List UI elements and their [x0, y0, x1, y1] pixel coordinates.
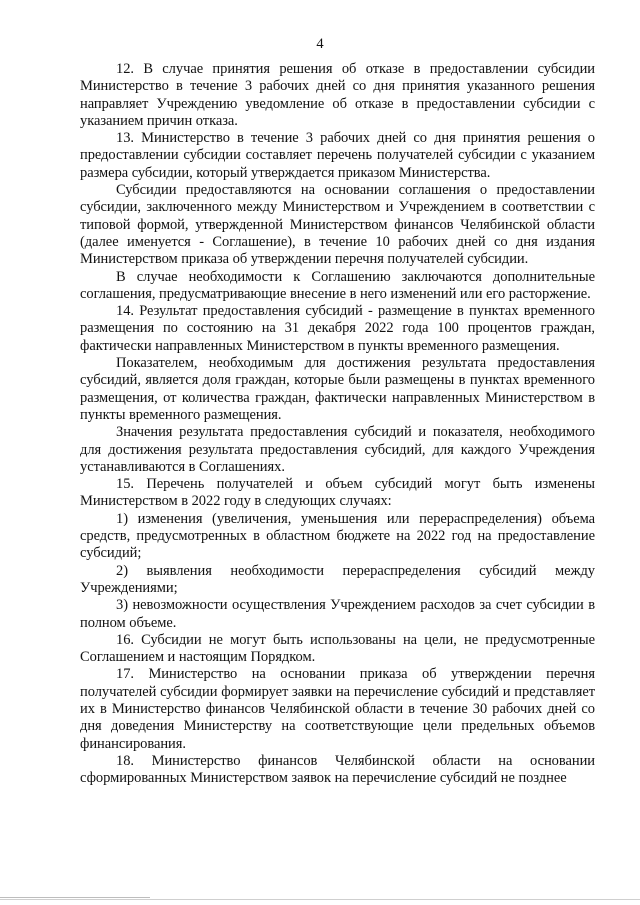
- page-number: 4: [316, 36, 324, 52]
- paragraph-18: 18. Министерство финансов Челябинской области на основании сформированных Министерством заявок на перечисление субсидий не позднее: [80, 752, 595, 787]
- paragraph-16: 16. Субсидии не могут быть использованы на цели, не предусмотренные Соглашением и настоящим Порядком.: [80, 631, 595, 666]
- paragraph-15-item-3: 3) невозможности осуществления Учреждением расходов за счет субсидии в полном объеме.: [80, 597, 595, 631]
- paragraph-indicator: Показателем, необходимым для достижения результата предоставления субсидий, является доля граждан, которые были размещены в пунктах временного размещения, от количества граждан, фактически направленных Министерством в пункты временного размещения.: [80, 355, 595, 423]
- paragraph-15-item-2: 2) выявления необходимости перераспределения субсидий между Учреждениями;: [80, 562, 595, 596]
- paragraph-14: 14. Результат предоставления субсидий - размещение в пунктах временного размещения по состоянию на 31 декабря 2022 года 100 процентов граждан, фактически направленных Министерством в пункты временного размещения.: [80, 303, 595, 354]
- paragraph-subsidy-agreement: Субсидии предоставляются на основании соглашения о предоставлении субсидии, заключенного между Министерством и Учреждением в соответствии с типовой формой, утвержденной Министерством финансов Челябинской области (далее именуется - Соглашение), в течение 10 рабочих дней со дня издания Министерством приказа об утверждении перечня получателей субсидии.: [80, 182, 595, 268]
- paragraph-12: 12. В случае принятия решения об отказе в предоставлении субсидии Министерство в течение 3 рабочих дней со дня принятия указанного решения направляет Учреждению уведомление об отказе в предоставлении субсидии с указанием причин отказа.: [80, 61, 595, 129]
- paragraph-17: 17. Министерство на основании приказа об утверждении перечня получателей субсидии формирует заявки на перечисление субсидий и представляет их в Министерство финансов Челябинской области в течение 30 рабочих дней со дня доведения Министерству на соответствующие цели предельных объемов финансирования.: [80, 666, 595, 752]
- document-body: [80, 61, 595, 787]
- scan-edge-mark: [0, 897, 150, 898]
- paragraph-15-item-1: 1) изменения (увеличения, уменьшения или перераспределения) объема средств, предусмотренных в областном бюджете на 2022 год на предоставление субсидий;: [80, 510, 595, 562]
- paragraph-15: 15. Перечень получателей и объем субсидий могут быть изменены Министерством в 2022 году в следующих случаях:: [80, 476, 595, 510]
- paragraph-indicator-values: Значения результата предоставления субсидий и показателя, необходимого для достижения результата предоставления субсидий, для каждого Учреждения устанавливаются в Соглашениях.: [80, 424, 595, 475]
- paragraph-13: 13. Министерство в течение 3 рабочих дней со дня принятия решения о предоставлении субсидии составляет перечень получателей субсидии с указанием размера субсидии, который утверждается приказом Министерства.: [80, 130, 595, 181]
- scan-bottom-edge: [0, 899, 640, 900]
- paragraph-additional-agreements: В случае необходимости к Соглашению заключаются дополнительные соглашения, предусматривающие внесение в него изменений или его расторжение.: [80, 268, 595, 302]
